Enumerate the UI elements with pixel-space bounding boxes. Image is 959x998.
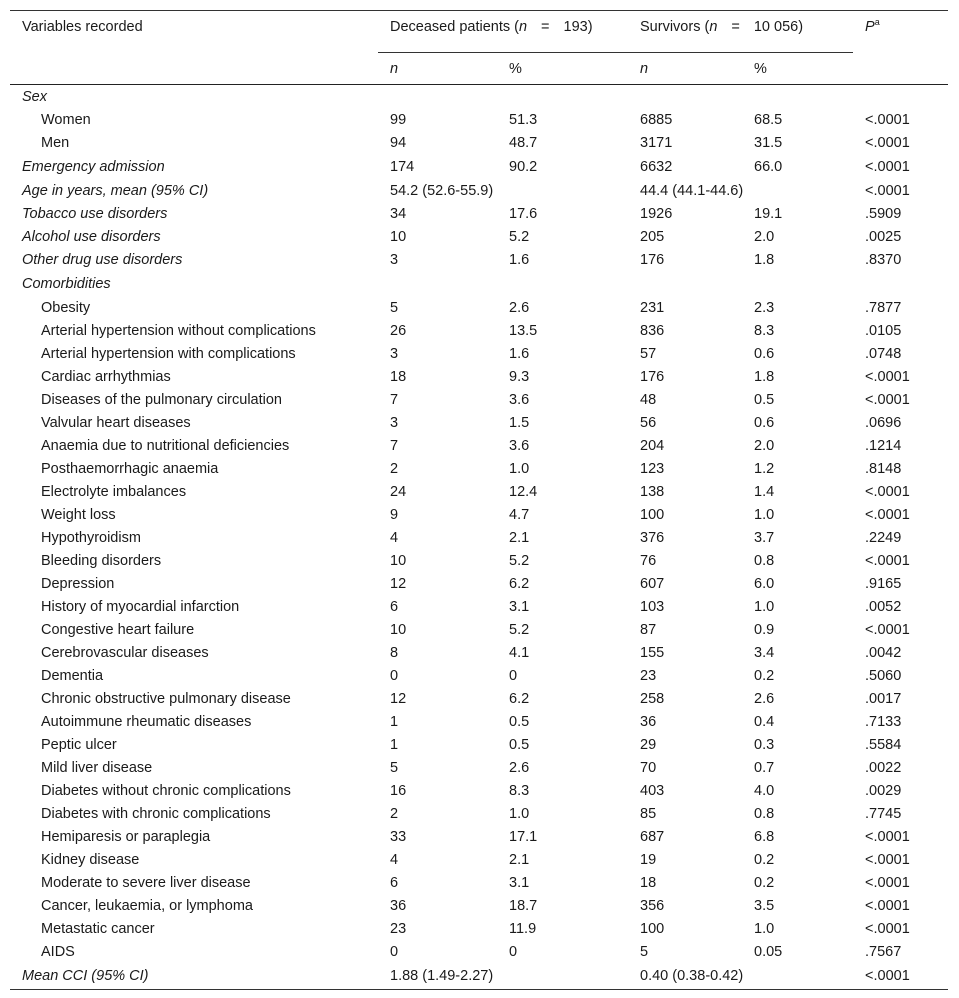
deceased-pct-cell: 1.0 (509, 805, 530, 822)
survivors-pct-cell: 8.3 (754, 322, 775, 339)
table-row (10, 549, 948, 572)
deceased-n-cell: 10 (390, 621, 407, 638)
deceased-count: 193) (563, 19, 593, 35)
table-row (10, 179, 948, 202)
p-value-cell: .5909 (865, 205, 902, 222)
survivors-n-cell: 155 (640, 644, 665, 661)
deceased-n-cell: 36 (390, 897, 407, 914)
deceased-pct-cell: 13.5 (509, 322, 538, 339)
deceased-pct-cell: 6.2 (509, 690, 530, 707)
p-value-cell: .0748 (865, 345, 902, 362)
deceased-pct-cell: 2.6 (509, 299, 530, 316)
survivors-pct-cell: 0.2 (754, 851, 775, 868)
row-label: Autoimmune rheumatic diseases (41, 713, 252, 730)
row-label: Bleeding disorders (41, 552, 162, 569)
deceased-pct-cell: 48.7 (509, 134, 538, 151)
deceased-n-cell: 94 (390, 134, 407, 151)
p-value-cell: <.0001 (865, 621, 910, 638)
row-label: Electrolyte imbalances (41, 483, 187, 500)
survivors-n-header: n (640, 60, 649, 77)
survivors-n-cell: 3171 (640, 134, 673, 151)
p-value-cell: .8148 (865, 460, 902, 477)
table-row (10, 225, 948, 248)
results-table (10, 10, 948, 990)
table-body (10, 85, 948, 297)
deceased-n-cell: 24 (390, 483, 407, 500)
deceased-n-cell: 16 (390, 782, 407, 799)
deceased-pct-cell: 1.0 (509, 460, 530, 477)
p-value-cell: <.0001 (865, 552, 910, 569)
survivors-n-cell: 6885 (640, 111, 673, 128)
p-value-cell: .0052 (865, 598, 902, 615)
deceased-n-cell: 1 (390, 713, 399, 730)
deceased-pct-cell: 3.1 (509, 874, 530, 891)
p-value-cell: <.0001 (865, 828, 910, 845)
p-value-cell: <.0001 (865, 506, 910, 523)
row-label: Women (41, 111, 91, 128)
survivors-n-cell: 103 (640, 598, 665, 615)
survivors-n-cell: 23 (640, 667, 657, 684)
survivors-mean-cell: 44.4 (44.1-44.6) (640, 182, 744, 199)
deceased-n-cell: 33 (390, 828, 407, 845)
deceased-n-header: n (390, 60, 399, 77)
deceased-n-cell: 10 (390, 552, 407, 569)
section-row-comorbidities (10, 271, 948, 296)
survivors-pct-cell: 0.9 (754, 621, 775, 638)
deceased-n-cell: 174 (390, 158, 415, 175)
survivors-n: n (709, 19, 718, 35)
row-label: Mild liver disease (41, 759, 153, 776)
p-value-cell: <.0001 (865, 483, 910, 500)
survivors-n-cell: 36 (640, 713, 657, 730)
comorbidities-body (10, 296, 948, 963)
deceased-n-cell: 2 (390, 805, 399, 822)
deceased-n-cell: 4 (390, 529, 399, 546)
row-label: Tobacco use disorders (22, 205, 168, 222)
row-label: Kidney disease (41, 851, 140, 868)
survivors-pct-cell: 2.0 (754, 228, 775, 245)
deceased-pct-cell: 4.1 (509, 644, 530, 661)
deceased-pct-cell: 17.6 (509, 205, 538, 222)
deceased-n-cell: 3 (390, 251, 399, 268)
table-row (10, 296, 948, 319)
survivors-pct-cell: 31.5 (754, 134, 783, 151)
row-label: Metastatic cancer (41, 920, 155, 937)
survivors-pct-cell: 2.6 (754, 690, 775, 707)
survivors-pct-cell: 3.4 (754, 644, 775, 661)
survivors-n-cell: 57 (640, 345, 657, 362)
survivors-n-cell: 76 (640, 552, 657, 569)
deceased-pct-cell: 0 (509, 943, 518, 960)
survivors-pct-cell: 66.0 (754, 158, 783, 175)
survivors-n-cell: 29 (640, 736, 657, 753)
table-row (10, 664, 948, 687)
deceased-n-cell: 12 (390, 690, 407, 707)
row-label: Emergency admission (22, 158, 165, 175)
table-row (10, 480, 948, 503)
survivors-pct-cell: 0.05 (754, 943, 783, 960)
row-label: History of myocardial infarction (41, 598, 240, 615)
p-value-cell: <.0001 (865, 851, 910, 868)
table-row (10, 342, 948, 365)
p-value-cell: .0022 (865, 759, 902, 776)
table-row (10, 595, 948, 618)
survivors-n-cell: 6632 (640, 158, 673, 175)
table-row (10, 687, 948, 710)
section-label: Comorbidities (22, 275, 111, 292)
row-label: Arterial hypertension with complications (41, 345, 296, 362)
table-row (10, 825, 948, 848)
survivors-pct-cell: 6.0 (754, 575, 775, 592)
survivors-n-cell: 85 (640, 805, 657, 822)
survivors-eq: = (731, 19, 740, 35)
row-label: Moderate to severe liver disease (41, 874, 251, 891)
deceased-n-cell: 99 (390, 111, 407, 128)
p-label: P (865, 19, 875, 35)
table-row (10, 733, 948, 756)
table-row (10, 319, 948, 342)
table-row (10, 365, 948, 388)
p-value-cell: <.0001 (865, 111, 910, 128)
row-label: Other drug use disorders (22, 251, 183, 268)
deceased-pct-cell: 3.6 (509, 437, 530, 454)
survivors-pct-cell: 0.5 (754, 391, 775, 408)
deceased-n-cell: 7 (390, 391, 399, 408)
deceased-n-cell: 18 (390, 368, 407, 385)
deceased-pct-cell: 3.1 (509, 598, 530, 615)
table-row (10, 503, 948, 526)
row-label: Congestive heart failure (41, 621, 195, 638)
survivors-mean-cell: 0.40 (0.38-0.42) (640, 968, 744, 984)
p-value-cell: .0017 (865, 690, 902, 707)
table-row (10, 779, 948, 802)
table-row (10, 871, 948, 894)
table-row (10, 802, 948, 825)
survivors-n-cell: 607 (640, 575, 665, 592)
survivors-pct-header: % (754, 60, 767, 77)
deceased-n-cell: 8 (390, 644, 399, 661)
deceased-n-cell: 5 (390, 299, 399, 316)
survivors-n-cell: 138 (640, 483, 665, 500)
deceased-n-cell: 0 (390, 943, 399, 960)
deceased-pct-cell: 3.6 (509, 391, 530, 408)
deceased-n-cell: 23 (390, 920, 407, 937)
survivors-n-cell: 231 (640, 299, 665, 316)
row-label: Men (41, 134, 70, 151)
header-row-1 (10, 11, 948, 53)
row-label: Depression (41, 575, 115, 592)
deceased-n-cell: 4 (390, 851, 399, 868)
p-value-cell: .0025 (865, 228, 902, 245)
survivors-pct-cell: 0.6 (754, 345, 775, 362)
table-row (10, 940, 948, 963)
survivors-prefix: Survivors ( (640, 19, 710, 35)
variables-header: Variables recorded (22, 19, 143, 35)
deceased-pct-cell: 2.1 (509, 851, 530, 868)
survivors-n-cell: 403 (640, 782, 665, 799)
survivors-pct-cell: 1.0 (754, 920, 775, 937)
row-label: Chronic obstructive pulmonary disease (41, 690, 291, 707)
row-label: Hypothyroidism (41, 529, 141, 546)
table-row (10, 434, 948, 457)
survivors-pct-cell: 19.1 (754, 205, 783, 222)
table-row (10, 131, 948, 154)
p-value-cell: <.0001 (865, 182, 910, 199)
survivors-n-cell: 100 (640, 920, 665, 937)
deceased-pct-cell: 51.3 (509, 111, 538, 128)
section-label: Sex (22, 88, 47, 105)
deceased-pct-cell: 1.6 (509, 345, 530, 362)
survivors-pct-cell: 4.0 (754, 782, 775, 799)
survivors-n-cell: 836 (640, 322, 665, 339)
p-value-cell: .0029 (865, 782, 902, 799)
survivors-n-cell: 56 (640, 414, 657, 431)
p-value-cell: .7877 (865, 299, 902, 316)
deceased-eq: = (541, 19, 550, 35)
deceased-pct-cell: 8.3 (509, 782, 530, 799)
deceased-n-cell: 12 (390, 575, 407, 592)
deceased-mean-cell: 54.2 (52.6-55.9) (390, 182, 494, 199)
p-value-cell: .7133 (865, 713, 902, 730)
survivors-pct-cell: 3.5 (754, 897, 775, 914)
survivors-pct-cell: 0.6 (754, 414, 775, 431)
row-label: Hemiparesis or paraplegia (41, 828, 211, 845)
footer-body (10, 963, 948, 990)
deceased-n-cell: 5 (390, 759, 399, 776)
survivors-pct-cell: 3.7 (754, 529, 775, 546)
survivors-n-cell: 1926 (640, 205, 673, 222)
deceased-pct-cell: 18.7 (509, 897, 538, 914)
deceased-n-cell: 2 (390, 460, 399, 477)
row-label: Dementia (41, 667, 104, 684)
p-value-cell: .9165 (865, 575, 902, 592)
survivors-n-cell: 123 (640, 460, 665, 477)
table-header (10, 11, 948, 85)
deceased-n-cell: 1 (390, 736, 399, 753)
row-label: Obesity (41, 299, 91, 316)
row-label: AIDS (41, 943, 75, 960)
p-value-cell: <.0001 (865, 158, 910, 175)
p-superscript: a (874, 17, 880, 27)
survivors-pct-cell: 1.8 (754, 251, 775, 268)
survivors-n-cell: 356 (640, 897, 665, 914)
table-row (10, 108, 948, 131)
p-value-cell: <.0001 (865, 874, 910, 891)
table-row (10, 248, 948, 271)
survivors-pct-cell: 0.4 (754, 713, 775, 730)
deceased-pct-cell: 2.1 (509, 529, 530, 546)
deceased-n-cell: 10 (390, 228, 407, 245)
row-label: Anaemia due to nutritional deficiencies (41, 437, 290, 454)
survivors-pct-cell: 2.0 (754, 437, 775, 454)
table-row (10, 457, 948, 480)
deceased-pct-cell: 4.7 (509, 506, 530, 523)
row-label: Valvular heart diseases (41, 414, 191, 431)
survivors-pct-cell: 0.8 (754, 805, 775, 822)
survivors-count: 10 056) (753, 19, 804, 35)
survivors-pct-cell: 0.7 (754, 759, 775, 776)
deceased-prefix: Deceased patients ( (390, 19, 519, 35)
survivors-n-cell: 176 (640, 251, 665, 268)
survivors-n-cell: 87 (640, 621, 657, 638)
p-value-cell: .0042 (865, 644, 902, 661)
row-label: Cancer, leukaemia, or lymphoma (41, 897, 253, 914)
deceased-header (378, 11, 628, 53)
row-label: Diseases of the pulmonary circulation (41, 391, 282, 408)
row-label: Diabetes without chronic complications (41, 782, 291, 799)
deceased-pct-cell: 0.5 (509, 713, 530, 730)
p-value-cell: <.0001 (865, 134, 910, 151)
survivors-n-cell: 19 (640, 851, 657, 868)
deceased-pct-cell: 2.6 (509, 759, 530, 776)
survivors-pct-cell: 2.3 (754, 299, 775, 316)
p-value-cell: .0696 (865, 414, 902, 431)
deceased-pct-cell: 11.9 (509, 920, 537, 937)
survivors-pct-cell: 0.2 (754, 667, 775, 684)
p-value-cell: .5584 (865, 736, 902, 753)
row-label: Alcohol use disorders (22, 228, 161, 245)
p-value-cell: .1214 (865, 437, 902, 454)
table-row (10, 848, 948, 871)
survivors-header (628, 11, 853, 53)
survivors-n-cell: 258 (640, 690, 665, 707)
deceased-n-cell: 26 (390, 322, 407, 339)
p-value-cell: <.0001 (865, 391, 910, 408)
survivors-pct-cell: 68.5 (754, 111, 783, 128)
deceased-pct-cell: 17.1 (509, 828, 538, 845)
p-value-cell: .0105 (865, 322, 902, 339)
p-value-cell: <.0001 (865, 368, 910, 385)
table-row (10, 202, 948, 225)
p-value-cell: .7745 (865, 805, 902, 822)
deceased-pct-cell: 0.5 (509, 736, 530, 753)
survivors-pct-cell: 1.2 (754, 460, 775, 477)
deceased-pct-cell: 0 (509, 667, 518, 684)
survivors-n-cell: 18 (640, 874, 657, 891)
deceased-pct-cell: 5.2 (509, 228, 530, 245)
row-label: Arterial hypertension without complications (41, 322, 316, 339)
survivors-n-cell: 205 (640, 228, 665, 245)
p-value-cell: <.0001 (865, 968, 910, 984)
row-label: Age in years, mean (95% CI) (22, 182, 209, 199)
p-value-cell: <.0001 (865, 897, 910, 914)
deceased-pct-cell: 5.2 (509, 621, 530, 638)
survivors-n-cell: 176 (640, 368, 665, 385)
table-row (10, 756, 948, 779)
deceased-n-cell: 34 (390, 205, 407, 222)
row-label: Posthaemorrhagic anaemia (41, 460, 219, 477)
survivors-pct-cell: 1.8 (754, 368, 775, 385)
survivors-n-cell: 687 (640, 828, 665, 845)
p-value-cell: <.0001 (865, 920, 910, 937)
deceased-n-cell: 9 (390, 506, 399, 523)
deceased-pct-cell: 1.5 (509, 414, 530, 431)
survivors-pct-cell: 1.0 (754, 506, 775, 523)
row-label: Diabetes with chronic complications (41, 805, 271, 822)
deceased-n-cell: 3 (390, 414, 399, 431)
deceased-n-cell: 6 (390, 874, 399, 891)
p-value-cell: .8370 (865, 251, 902, 268)
survivors-pct-cell: 0.8 (754, 552, 775, 569)
row-label: Cardiac arrhythmias (41, 368, 171, 385)
table-row (10, 710, 948, 733)
survivors-n-cell: 100 (640, 506, 665, 523)
survivors-pct-cell: 6.8 (754, 828, 775, 845)
table-row (10, 154, 948, 179)
survivors-pct-cell: 1.4 (754, 483, 775, 500)
table-row (10, 917, 948, 940)
p-value-cell: .5060 (865, 667, 902, 684)
p-value-cell: .7567 (865, 943, 902, 960)
deceased-n-cell: 6 (390, 598, 399, 615)
deceased-n-cell: 0 (390, 667, 399, 684)
section-row-sex (10, 85, 948, 109)
table-row (10, 388, 948, 411)
deceased-pct-header: % (509, 60, 522, 77)
row-label: Mean CCI (95% CI) (22, 968, 149, 984)
survivors-n-cell: 376 (640, 529, 665, 546)
table-row (10, 618, 948, 641)
survivors-pct-cell: 1.0 (754, 598, 775, 615)
survivors-n-cell: 48 (640, 391, 657, 408)
survivors-n-cell: 70 (640, 759, 657, 776)
row-label: Cerebrovascular diseases (41, 644, 209, 661)
deceased-pct-cell: 5.2 (509, 552, 530, 569)
deceased-pct-cell: 1.6 (509, 251, 530, 268)
deceased-n: n (518, 19, 528, 35)
table-row (10, 572, 948, 595)
p-value-cell: .2249 (865, 529, 902, 546)
table-row (10, 411, 948, 434)
deceased-pct-cell: 12.4 (509, 483, 538, 500)
survivors-n-cell: 5 (640, 943, 649, 960)
row-label: Weight loss (41, 506, 116, 523)
deceased-n-cell: 7 (390, 437, 399, 454)
deceased-pct-cell: 9.3 (509, 368, 530, 385)
p-header (853, 11, 948, 53)
deceased-pct-cell: 6.2 (509, 575, 530, 592)
survivors-pct-cell: 0.2 (754, 874, 775, 891)
row-label: Peptic ulcer (41, 736, 117, 753)
table-row (10, 894, 948, 917)
survivors-pct-cell: 0.3 (754, 736, 775, 753)
deceased-mean-cell: 1.88 (1.49-2.27) (390, 968, 494, 984)
survivors-n-cell: 204 (640, 437, 665, 454)
table-row (10, 526, 948, 549)
deceased-n-cell: 3 (390, 345, 399, 362)
table-row (10, 963, 948, 990)
header-row-2 (10, 53, 948, 85)
table-row (10, 641, 948, 664)
deceased-pct-cell: 90.2 (509, 158, 538, 175)
